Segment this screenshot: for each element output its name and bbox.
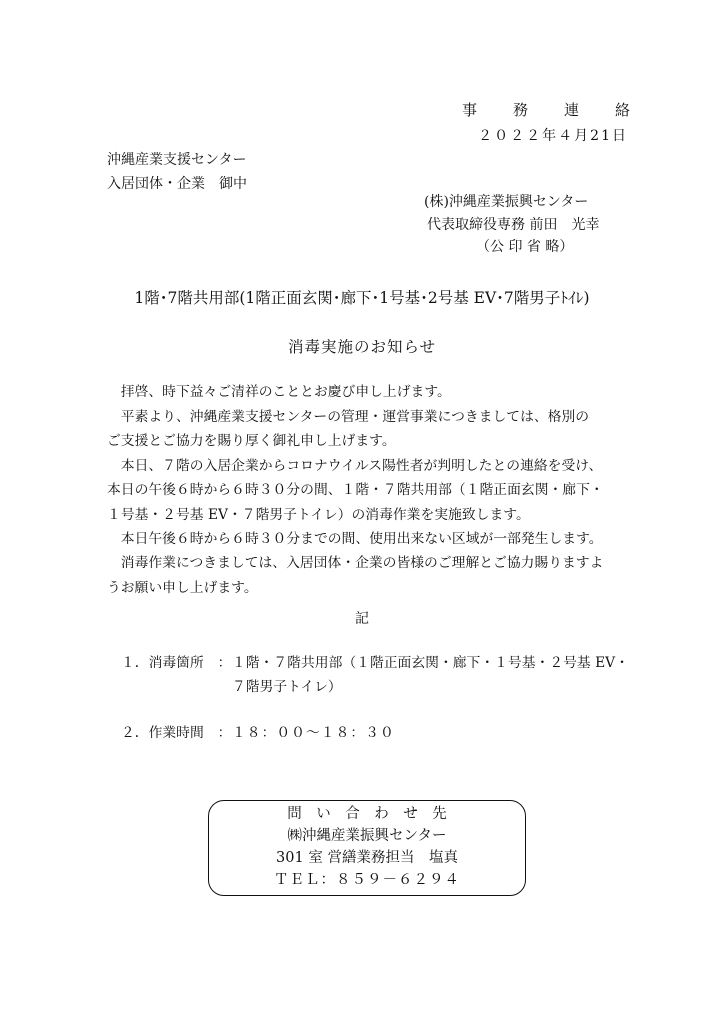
contact-org: ㈱沖縄産業振興センター [287,828,447,844]
item-label: ２．作業時間 ： [121,725,232,741]
body-paragraph-line: 本日、７階の入居企業からコロナウイルス陽性者が判明したとの連絡を受け、 [107,458,603,474]
body-paragraph-line: 本日午後６時から６時３０分までの間、使用出来ない区域が一部発生します。 [107,531,603,547]
body-paragraph-line: １号基・２号基 EV・７階男子トイレ）の消毒作業を実施致します。 [107,507,530,523]
document-date: ２０２２年４月21日 [478,128,628,144]
seal-note: （公 印 省 略） [476,239,574,255]
recipient-line: 沖縄産業支援センター [107,152,247,168]
body-paragraph-line: 本日の午後６時から６時３０分の間、１階・７階共用部（１階正面玄関・廊下・ [107,482,604,498]
document-type-char: 絡 [614,101,630,119]
body-paragraph-line: 拝啓、時下益々ご清祥のこととお慶び申し上げます。 [107,384,451,400]
subject-line: 1階･7階共用部(1階正面玄関･廊下･1号基･2号基 EV･7階男子ﾄｲﾚ) [134,289,590,307]
contact-title: 問 い 合 わ せ 先 [287,806,447,822]
item-label: １．消毒箇所 ： [121,655,232,671]
document-type-char: 連 [563,101,579,119]
body-paragraph-line: ご支援とご協力を賜り厚く御礼申し上げます。 [107,433,396,449]
body-paragraph-line: 平素より、沖縄産業支援センターの管理・運営事業につきましては、格別の [107,409,590,425]
item-value: １８：００～１８：３０ [232,725,395,741]
recipient-line: 入居団体・企業 御中 [107,176,247,192]
body-paragraph-line: 消毒作業につきましては、入居団体・企業の皆様のご理解とご協力賜りますよ [107,555,604,571]
document-type [462,103,630,118]
document-title: 消毒実施のお知らせ [287,338,437,356]
item-value: １階・７階共用部（１階正面玄関・廊下・１号基・２号基 EV・ [232,655,629,671]
document-type-char: 務 [512,101,528,119]
contact-box [208,800,526,896]
item-value-continued: ７階男子トイレ） [232,679,342,695]
body-paragraph-line: うお願い申し上げます。 [107,580,258,596]
document-type-char: 事 [462,101,478,119]
sender-person: 代表取締役専務 前田 光幸 [427,217,600,233]
ki-heading: 記 [355,611,369,627]
contact-phone: ＴＥＬ：８５９－６２９４ [274,872,460,888]
sender-org: (株)沖縄産業振興センター [424,194,589,210]
contact-person: 301 室 営繕業務担当 塩真 [276,850,458,866]
